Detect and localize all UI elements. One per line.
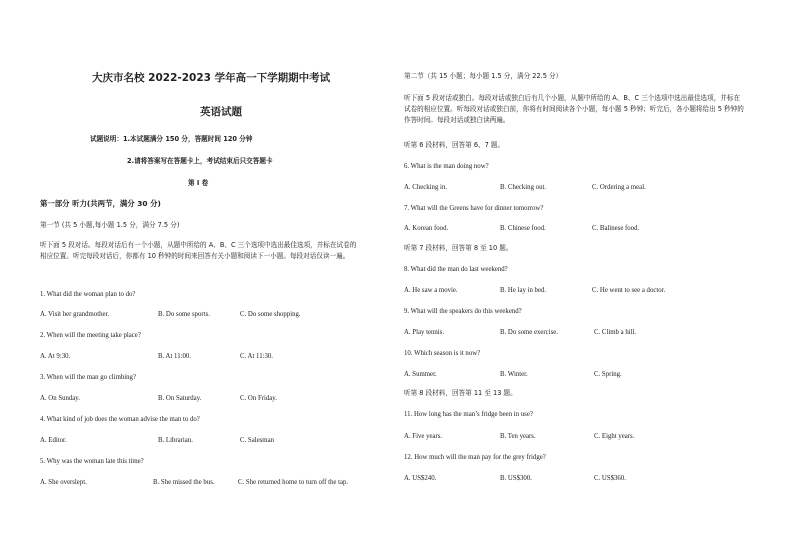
part1-heading: 第一部分 听力(共两节，满分 30 分) bbox=[40, 199, 161, 208]
q10-option-b: B. Winter. bbox=[500, 371, 528, 378]
volume-label: 第 I 卷 bbox=[188, 179, 209, 187]
exam-title: 大庆市名校 2022-2023 学年高一下学期期中考试 bbox=[92, 72, 331, 84]
question-8: 8. What did the man do last weekend? bbox=[404, 266, 508, 273]
question-12: 12. How much will the man pay for the grey fridge? bbox=[404, 454, 546, 461]
section1-directions: 听下面 5 段对话。每段对话后有一个小题，从题中所给的 A、B、C 三个选项中选出最佳选项，并标在试卷的相应位置。听完每段对话后，你都有 10 秒钟的时间来回答有关小题和阅读下一小题。每段对话仅读一遍。 bbox=[40, 241, 357, 260]
listen-8-instruction: 听第 8 段材料，回答第 11 至 13 题。 bbox=[404, 389, 517, 397]
q3-option-b: B. On Saturday. bbox=[158, 395, 202, 402]
q11-option-b: B. Ten years. bbox=[500, 433, 536, 440]
q4-option-b: B. Librarian. bbox=[158, 437, 193, 444]
q6-option-c: C. Ordering a meal. bbox=[592, 184, 646, 191]
q9-option-a: A. Play tennis. bbox=[404, 329, 445, 336]
question-6: 6. What is the man doing now? bbox=[404, 163, 489, 170]
q12-option-b: B. US$300. bbox=[500, 475, 532, 482]
q1-option-c: C. Do some shopping. bbox=[240, 311, 301, 318]
question-7: 7. What will the Greens have for dinner tomorrow? bbox=[404, 205, 544, 212]
q5-option-b: B. She missed the bus. bbox=[153, 479, 215, 486]
q8-option-c: C. He went to see a doctor. bbox=[592, 287, 666, 294]
q12-option-c: C. US$360. bbox=[594, 475, 626, 482]
question-5: 5. Why was the woman late this time? bbox=[40, 458, 144, 465]
q5-option-a: A. She overslept. bbox=[40, 479, 87, 486]
q12-option-a: A. US$240. bbox=[404, 475, 437, 482]
instruction-2: 2.请将答案写在答题卡上，考试结束后只交答题卡 bbox=[127, 157, 273, 165]
question-9: 9. What will the speakers do this weekend? bbox=[404, 308, 522, 315]
q10-option-a: A. Summer. bbox=[404, 371, 437, 378]
q7-option-c: C. Balinese food. bbox=[592, 225, 640, 232]
q10-option-c: C. Spring. bbox=[594, 371, 622, 378]
q6-option-a: A. Checking in. bbox=[404, 184, 448, 191]
q11-option-c: C. Eight years. bbox=[594, 433, 635, 440]
q2-option-b: B. At 11:00. bbox=[158, 353, 191, 360]
section2-directions: 听下面 5 段对话或独白。每段对话或独白后有几个小题，从题中所给的 A、B、C 三个选项中选出最佳选项，并标在试卷的相应位置。听每段对话或独白前，你将有时间阅读各个小题，每小题 5 秒钟；听完后，各小题将给出 5 秒钟的作答时间。每段对话或独白读两遍。 bbox=[404, 94, 744, 124]
q6-option-b: B. Checking out. bbox=[500, 184, 547, 191]
question-11: 11. How long has the man’s fridge been in use? bbox=[404, 411, 533, 418]
question-2: 2. When will the meeting take place? bbox=[40, 332, 141, 339]
q8-option-b: B. He lay in bed. bbox=[500, 287, 547, 294]
section2-heading: 第二节（共 15 小题；每小题 1.5 分，满分 22.5 分） bbox=[404, 72, 563, 80]
q7-option-b: B. Chinese food. bbox=[500, 225, 546, 232]
q1-option-a: A. Visit her grandmother. bbox=[40, 311, 110, 318]
q2-option-a: A. At 9:30. bbox=[40, 353, 71, 360]
section1-heading: 第一节 (共 5 小题,每小题 1.5 分，满分 7.5 分) bbox=[40, 221, 180, 229]
q4-option-a: A. Editor. bbox=[40, 437, 67, 444]
question-1: 1. What did the woman plan to do? bbox=[40, 291, 136, 298]
question-4: 4. What kind of job does the woman advise the man to do? bbox=[40, 416, 200, 423]
q4-option-c: C. Salesman bbox=[240, 437, 274, 444]
q3-option-a: A. On Sunday. bbox=[40, 395, 80, 402]
question-10: 10. Which season is it now? bbox=[404, 350, 481, 357]
q7-option-a: A. Korean food. bbox=[404, 225, 449, 232]
listen-7-instruction: 听第 7 段材料，回答第 8 至 10 题。 bbox=[404, 244, 513, 252]
q9-option-b: B. Do some exercise. bbox=[500, 329, 558, 336]
listen-6-instruction: 听第 6 段材料，回答第 6、7 题。 bbox=[404, 141, 505, 149]
q2-option-c: C. At 11:30. bbox=[240, 353, 273, 360]
q8-option-a: A. He saw a movie. bbox=[404, 287, 458, 294]
q11-option-a: A. Five years. bbox=[404, 433, 443, 440]
q5-option-c: C. She returned home to turn off the tap. bbox=[238, 479, 349, 486]
q3-option-c: C. On Friday. bbox=[240, 395, 277, 402]
q1-option-b: B. Do some sports. bbox=[158, 311, 210, 318]
q9-option-c: C. Climb a hill. bbox=[594, 329, 637, 336]
instruction-1: 试题说明：1.本试题满分 150 分，答题时间 120 分钟 bbox=[90, 135, 253, 143]
exam-subtitle: 英语试题 bbox=[200, 106, 242, 118]
question-3: 3. When will the man go climbing? bbox=[40, 374, 136, 381]
